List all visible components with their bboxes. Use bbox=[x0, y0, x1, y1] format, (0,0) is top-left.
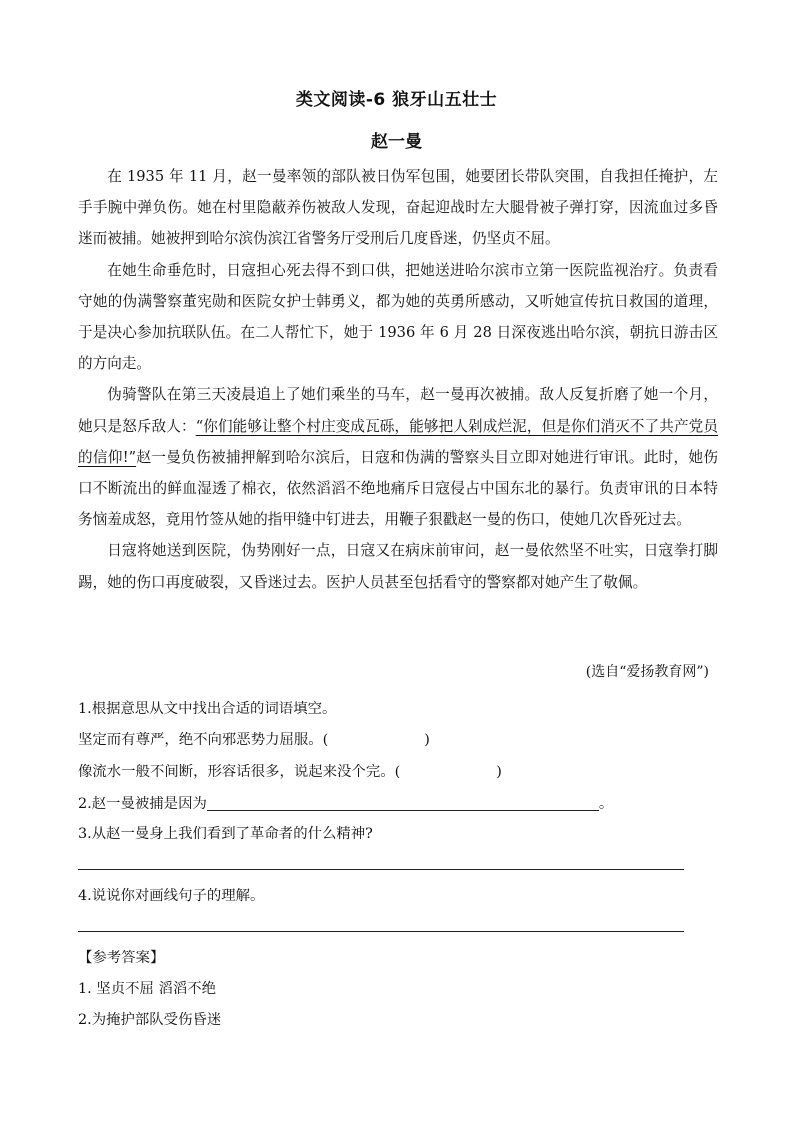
question-1b-text: 像流水一般不间断，形容话很多，说起来没个完。( bbox=[78, 764, 401, 780]
paragraph-3 bbox=[78, 379, 718, 535]
question-2-text: 2.赵一曼被捕是因为 bbox=[78, 796, 207, 812]
question-1b bbox=[78, 760, 502, 781]
source-note: (选自“爱扬教育网”) bbox=[585, 664, 709, 680]
answer-line-4[interactable] bbox=[78, 931, 684, 932]
question-4: 4.说说你对画线句子的理解。 bbox=[78, 888, 265, 904]
question-1: 1.根据意思从文中找出合适的词语填空。 bbox=[78, 701, 337, 717]
paragraph-3-after: 赵一曼负伤被捕押解到哈尔滨后，日寇和伪满的警察头目立即对她进行审讯。此时，她伤口不断流出的鲜血湿透了棉衣，依然滔滔不绝地痛斥日寇侵占中国东北的暴行。负责审讯的日本特务恼羞成怒，竟用竹签从她的指甲缝中钉进去，用鞭子狠戳赵一曼的伤口，使她几次昏死过去。 bbox=[78, 448, 718, 529]
underlined-sentence: “你们能够让整个村庄变成瓦砾，能够把人剁成烂泥，但是你们消灭不了共产党员的信仰!” bbox=[78, 417, 718, 466]
question-1a-close: ) bbox=[424, 732, 430, 748]
article-body bbox=[78, 161, 718, 598]
question-2-end: 。 bbox=[598, 796, 614, 812]
answer-2: 2.为掩护部队受伤昏迷 bbox=[78, 1012, 222, 1028]
question-1a-text: 坚定而有尊严，绝不向邪恶势力屈服。( bbox=[78, 732, 329, 748]
document-title: 类文阅读-6 狼牙山五壮士 bbox=[295, 90, 498, 110]
paragraph-1: 在 1935 年 11 月，赵一曼率领的部队被日伪军包围，她要团长带队突围，自我担任掩护，左手手腕中弹负伤。她在村里隐蔽养伤被敌人发现，奋起迎战时左大腿骨被子弹打穿，因流血过多昏迷而被捕。她被押到哈尔滨伪滨江省警务厅受刑后几度昏迷，仍坚贞不屈。 bbox=[78, 168, 718, 248]
question-3: 3.从赵一曼身上我们看到了革命者的什么精神? bbox=[78, 826, 373, 842]
question-1b-close: ) bbox=[496, 764, 502, 780]
question-2 bbox=[78, 792, 613, 813]
article-subtitle: 赵一曼 bbox=[371, 132, 422, 152]
question-1a bbox=[78, 728, 430, 749]
answer-1: 1. 坚贞不屈 滔滔不绝 bbox=[78, 981, 217, 997]
paragraph-2: 在她生命垂危时，日寇担心死去得不到口供，把她送进哈尔滨市立第一医院监视治疗。负责看守她的伪满警察董宪勋和医院女护士韩勇义，都为她的英勇所感动，又听她宣传抗日救国的道理，于是决心参加抗联队伍。在二人帮忙下，她于 1936 年 6 月 28 日深夜逃出哈尔滨，朝抗日游击区的方向走。 bbox=[78, 261, 718, 373]
paragraph-4: 日寇将她送到医院，伪势刚好一点，日寇又在病床前审问，赵一曼依然坚不吐实，日寇拳打脚踢，她的伤口再度破裂，又昏迷过去。医护人员甚至包括看守的警察都对她产生了敬佩。 bbox=[78, 542, 718, 591]
answer-line-2[interactable] bbox=[207, 796, 599, 811]
paragraph-3-before: 伪骑警队在第三天凌晨追上了她们乘坐的马车，赵一曼再次被捕。敌人反复折磨了她一个月，她只是怒斥敌人： bbox=[78, 386, 718, 435]
answer-line-3[interactable] bbox=[78, 869, 684, 870]
answer-heading: 【参考答案】 bbox=[78, 950, 165, 966]
